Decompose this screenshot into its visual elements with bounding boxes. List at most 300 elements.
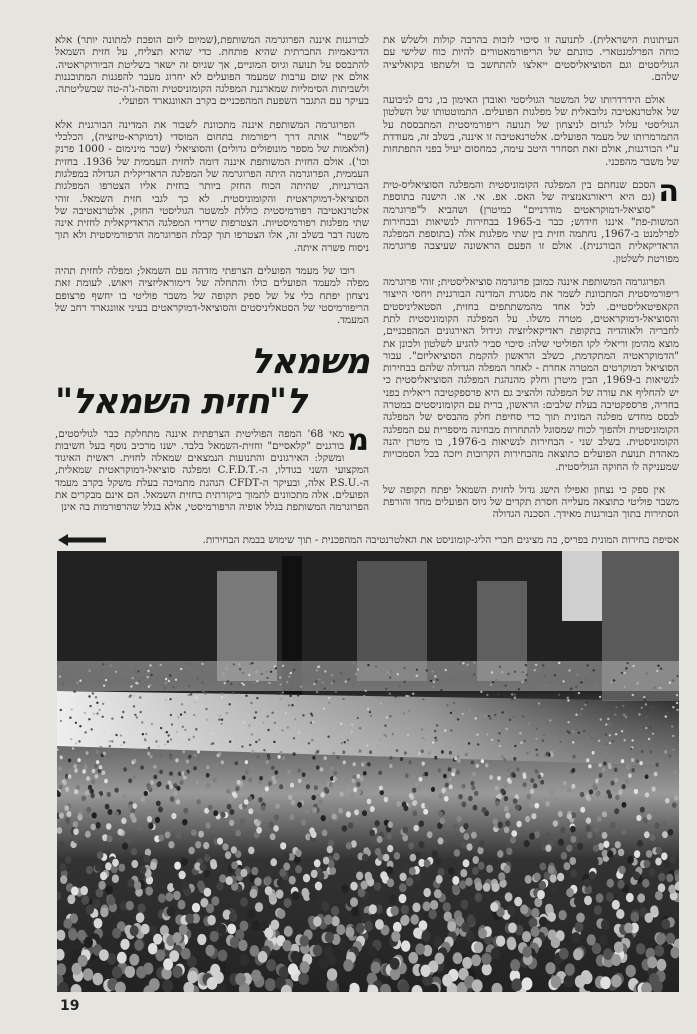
- crowd-texture: [377, 836, 383, 843]
- crowd-texture: [572, 730, 574, 732]
- crowd-texture: [183, 808, 188, 814]
- crowd-texture: [567, 730, 569, 732]
- crowd-texture: [505, 812, 510, 818]
- crowd-texture: [158, 834, 164, 841]
- crowd-texture: [346, 842, 352, 849]
- crowd-texture: [127, 879, 134, 888]
- crowd-texture: [672, 735, 674, 737]
- crowd-texture: [580, 807, 585, 813]
- crowd-texture: [540, 780, 544, 785]
- crowd-texture: [389, 676, 391, 678]
- crowd-texture: [499, 666, 501, 668]
- crowd-texture: [93, 973, 104, 986]
- crowd-texture: [271, 766, 275, 770]
- crowd-texture: [108, 809, 113, 815]
- crowd-texture: [229, 809, 234, 815]
- crowd-texture: [550, 751, 553, 755]
- crowd-texture: [168, 680, 170, 682]
- crowd-texture: [570, 869, 577, 877]
- crowd-texture: [579, 713, 581, 715]
- crowd-texture: [290, 783, 294, 788]
- crowd-texture: [279, 676, 281, 678]
- crowd-texture: [393, 922, 402, 933]
- crowd-texture: [489, 717, 491, 719]
- crowd-texture: [583, 730, 585, 732]
- crowd-texture: [255, 671, 257, 673]
- crowd-texture: [142, 733, 144, 735]
- crowd-texture: [448, 777, 452, 782]
- crowd-texture: [291, 800, 296, 806]
- crowd-texture: [529, 802, 534, 808]
- crowd-texture: [79, 679, 81, 681]
- crowd-texture: [255, 902, 263, 912]
- crowd-texture: [598, 763, 601, 767]
- crowd-texture: [645, 716, 647, 718]
- crowd-texture: [72, 747, 74, 749]
- crowd-texture: [294, 718, 296, 720]
- crowd-texture: [401, 940, 410, 951]
- crowd-texture: [311, 739, 313, 741]
- crowd-texture: [179, 871, 186, 880]
- crowd-texture: [453, 952, 463, 964]
- crowd-texture: [289, 814, 294, 820]
- crowd-texture: [575, 922, 584, 933]
- crowd-texture: [315, 680, 317, 682]
- crowd-texture: [529, 678, 531, 680]
- crowd-texture: [102, 771, 106, 775]
- crowd-texture: [107, 896, 115, 906]
- crowd-texture: [562, 776, 566, 781]
- crowd-texture: [522, 931, 531, 942]
- crowd-texture: [501, 711, 503, 713]
- crowd-texture: [211, 896, 219, 906]
- crowd-texture: [215, 763, 218, 767]
- crowd-texture: [103, 684, 105, 686]
- crowd-texture: [158, 806, 163, 812]
- crowd-texture: [265, 978, 276, 991]
- crowd-texture: [572, 741, 574, 743]
- crowd-texture: [513, 798, 518, 804]
- crowd-texture: [140, 711, 142, 713]
- crowd-texture: [495, 801, 500, 807]
- crowd-texture: [676, 694, 678, 696]
- crowd-texture: [361, 880, 368, 889]
- crowd-texture: [547, 912, 556, 922]
- crowd-texture: [583, 878, 590, 887]
- crowd-texture: [184, 729, 186, 731]
- paragraph: העיתונות הישראלית). לתנועה זו סיכוי לזכות בהרבה קולות ולשלש את כוחה הפרלמנטארי. כוונתם של הריפורמאטורים להיות כוח שלישי עם הגוליסטים וגם הסוציאליסטים ייאלצו להתחשב בו ולשתפו בקואליציה שלהם.: [383, 34, 679, 83]
- crowd-texture: [631, 739, 633, 741]
- crowd-texture: [85, 831, 91, 838]
- crowd-texture: [558, 910, 566, 920]
- crowd-texture: [102, 663, 104, 665]
- crowd-texture: [85, 790, 89, 795]
- crowd-texture: [665, 798, 670, 804]
- crowd-texture: [614, 768, 618, 772]
- crowd-texture: [641, 707, 643, 709]
- crowd-texture: [592, 784, 596, 789]
- crowd-texture: [462, 801, 467, 807]
- crowd-texture: [462, 713, 464, 715]
- crowd-texture: [128, 778, 132, 783]
- crowd-texture: [298, 972, 309, 985]
- crowd-texture: [647, 814, 652, 820]
- crowd-texture: [133, 759, 136, 763]
- crowd-texture: [645, 727, 647, 729]
- crowd-texture: [374, 820, 379, 826]
- crowd-texture: [599, 773, 603, 778]
- crowd-texture: [623, 672, 625, 674]
- crowd-texture: [404, 681, 406, 683]
- crowd-texture: [165, 678, 167, 680]
- crowd-texture: [630, 748, 632, 750]
- crowd-texture: [115, 734, 117, 736]
- crowd-texture: [403, 712, 405, 714]
- crowd-texture: [91, 728, 93, 730]
- crowd-texture: [100, 872, 107, 881]
- crowd-texture: [401, 915, 410, 925]
- crowd-texture: [596, 683, 598, 685]
- crowd-texture: [247, 909, 255, 919]
- crowd-texture: [164, 743, 166, 745]
- crowd-texture: [575, 713, 577, 715]
- crowd-texture: [523, 774, 527, 779]
- crowd-texture: [465, 753, 468, 757]
- crowd-texture: [157, 782, 161, 787]
- crowd-texture: [84, 712, 86, 714]
- crowd-texture: [120, 939, 129, 950]
- crowd-texture: [589, 871, 596, 880]
- crowd-texture: [535, 738, 537, 740]
- crowd-texture: [195, 780, 199, 785]
- crowd-texture: [375, 919, 384, 930]
- crowd-texture: [140, 796, 145, 802]
- crowd-texture: [606, 743, 608, 745]
- crowd-texture: [676, 702, 678, 704]
- crowd-texture: [144, 791, 148, 796]
- crowd-texture: [658, 873, 665, 882]
- crowd-texture: [407, 678, 409, 680]
- crowd-texture: [58, 841, 64, 848]
- crowd-texture: [598, 740, 600, 742]
- crowd-texture: [239, 954, 249, 966]
- crowd-texture: [94, 918, 103, 928]
- crowd-texture: [593, 669, 595, 671]
- crowd-texture: [340, 722, 342, 724]
- crowd-texture: [438, 837, 444, 844]
- crowd-texture: [240, 818, 245, 824]
- crowd-texture: [554, 674, 556, 676]
- crowd-texture: [626, 893, 634, 902]
- crowd-texture: [419, 820, 424, 826]
- crowd-texture: [264, 927, 273, 938]
- crowd-texture: [409, 793, 413, 798]
- crowd-texture: [147, 785, 151, 790]
- crowd-texture: [566, 888, 574, 897]
- crowd-texture: [333, 771, 337, 775]
- crowd-texture: [631, 768, 635, 772]
- crowd-texture: [59, 812, 64, 818]
- crowd-texture: [95, 863, 102, 871]
- crowd-texture: [578, 692, 580, 694]
- crowd-texture: [176, 786, 180, 791]
- crowd-texture: [438, 768, 442, 772]
- crowd-texture: [287, 769, 291, 773]
- crowd-texture: [599, 934, 608, 945]
- crowd-texture: [351, 907, 359, 917]
- crowd-texture: [332, 813, 337, 819]
- crowd-texture: [488, 715, 490, 717]
- crowd-texture: [603, 841, 609, 848]
- crowd-texture: [297, 706, 299, 708]
- crowd-texture: [126, 837, 132, 844]
- crowd-texture: [328, 702, 330, 704]
- crowd-texture: [531, 813, 536, 819]
- crowd-texture: [258, 739, 260, 741]
- crowd-texture: [459, 662, 461, 664]
- crowd-texture: [497, 693, 499, 695]
- crowd-texture: [73, 836, 79, 843]
- crowd-texture: [119, 672, 121, 674]
- crowd-texture: [457, 718, 459, 720]
- crowd-texture: [584, 679, 586, 681]
- crowd-texture: [329, 782, 333, 787]
- crowd-texture: [220, 812, 225, 818]
- crowd-texture: [185, 913, 194, 923]
- crowd-texture: [265, 670, 267, 672]
- crowd-texture: [461, 922, 470, 933]
- crowd-texture: [90, 793, 94, 798]
- crowd-texture: [316, 669, 318, 671]
- crowd-texture: [339, 940, 348, 951]
- crowd-texture: [248, 777, 252, 782]
- crowd-texture: [278, 755, 281, 759]
- crowd-texture: [320, 767, 324, 771]
- crowd-texture: [369, 904, 377, 914]
- crowd-texture: [495, 786, 499, 791]
- crowd-texture: [218, 950, 228, 962]
- crowd-texture: [427, 790, 431, 795]
- crowd-texture: [220, 662, 222, 664]
- crowd-texture: [462, 957, 472, 969]
- crowd-texture: [102, 703, 104, 705]
- crowd-texture: [656, 959, 666, 971]
- crowd-texture: [404, 751, 407, 755]
- crowd-texture: [265, 786, 269, 791]
- crowd-texture: [342, 698, 344, 700]
- crowd-texture: [322, 829, 328, 836]
- crowd-texture: [519, 732, 521, 734]
- crowd-texture: [670, 855, 677, 863]
- crowd-texture: [140, 866, 147, 874]
- crowd-texture: [345, 927, 354, 938]
- crowd-texture: [430, 900, 438, 910]
- crowd-texture: [167, 740, 169, 742]
- crowd-texture: [506, 728, 508, 730]
- crowd-texture: [662, 831, 668, 838]
- crowd-texture: [69, 716, 71, 718]
- crowd-texture: [180, 713, 182, 715]
- crowd-texture: [210, 861, 217, 869]
- crowd-texture: [592, 751, 595, 755]
- crowd-texture: [273, 779, 277, 784]
- crowd-texture: [367, 708, 369, 710]
- crowd-texture: [409, 867, 416, 875]
- crowd-texture: [538, 702, 540, 704]
- crowd-texture: [586, 701, 588, 703]
- crowd-texture: [545, 684, 547, 686]
- crowd-texture: [436, 875, 443, 884]
- crowd-texture: [424, 772, 428, 777]
- crowd-texture: [286, 681, 288, 683]
- crowd-texture: [551, 883, 559, 892]
- crowd-texture: [563, 781, 567, 786]
- crowd-texture: [174, 862, 181, 870]
- crowd-texture: [262, 792, 266, 797]
- crowd-texture: [191, 829, 197, 836]
- crowd-texture: [631, 912, 640, 922]
- crowd-texture: [248, 847, 254, 855]
- crowd-texture: [553, 705, 555, 707]
- crowd-texture: [118, 864, 125, 872]
- crowd-texture: [182, 750, 185, 754]
- crowd-texture: [150, 755, 153, 759]
- crowd-texture: [602, 832, 608, 839]
- crowd-texture: [313, 916, 322, 926]
- crowd-texture: [120, 734, 122, 736]
- crowd-texture: [520, 904, 528, 914]
- crowd-texture: [621, 828, 627, 835]
- crowd-texture: [218, 718, 220, 720]
- crowd-texture: [311, 831, 317, 838]
- crowd-texture: [153, 765, 157, 769]
- crowd-texture: [618, 789, 622, 794]
- crowd-texture: [625, 667, 627, 669]
- crowd-texture: [346, 811, 351, 817]
- crowd-texture: [612, 900, 620, 910]
- crowd-texture: [107, 792, 111, 797]
- crowd-texture: [232, 692, 234, 694]
- crowd-texture: [450, 712, 452, 714]
- crowd-texture: [567, 699, 569, 701]
- crowd-texture: [145, 849, 151, 857]
- crowd-texture: [112, 928, 121, 939]
- crowd-texture: [347, 787, 351, 792]
- crowd-texture: [206, 765, 210, 769]
- crowd-texture: [510, 836, 516, 843]
- crowd-texture: [603, 761, 606, 765]
- crowd-texture: [367, 799, 372, 805]
- crowd-texture: [74, 768, 78, 772]
- crowd-texture: [479, 840, 485, 847]
- crowd-texture: [665, 715, 667, 717]
- crowd-photo: [57, 551, 679, 992]
- crowd-texture: [633, 871, 640, 880]
- headline-line-2: ל"חזית השמאל": [55, 381, 307, 422]
- crowd-texture: [353, 762, 356, 766]
- crowd-texture: [474, 791, 478, 796]
- crowd-texture: [312, 756, 315, 760]
- crowd-texture: [483, 706, 485, 708]
- crowd-texture: [321, 815, 326, 821]
- crowd-texture: [530, 778, 534, 783]
- crowd-texture: [125, 965, 135, 977]
- crowd-texture: [270, 671, 272, 673]
- crowd-texture: [415, 782, 419, 787]
- crowd-texture: [204, 854, 211, 862]
- crowd-texture: [290, 672, 292, 674]
- crowd-texture: [269, 893, 277, 902]
- crowd-texture: [297, 694, 299, 696]
- photo-caption: אסיפת בחירות המונית בפריס, בה מציגים חברי הליג-קומוניסט את האלטרנטיבה המהפכנית - תוך שימוש בבמת הבחירות.: [202, 533, 679, 546]
- crowd-texture: [423, 901, 431, 911]
- crowd-texture: [293, 669, 295, 671]
- crowd-texture: [216, 882, 223, 891]
- crowd-texture: [182, 881, 189, 890]
- crowd-texture: [404, 715, 406, 717]
- crowd-texture: [548, 686, 550, 688]
- crowd-texture: [449, 784, 453, 789]
- crowd-texture: [347, 739, 349, 741]
- crowd-texture: [557, 873, 564, 882]
- crowd-texture: [312, 721, 314, 723]
- crowd-texture: [452, 884, 460, 893]
- crowd-texture: [395, 695, 397, 697]
- crowd-texture: [331, 906, 339, 916]
- crowd-texture: [656, 847, 662, 855]
- crowd-texture: [637, 840, 643, 847]
- crowd-texture: [375, 665, 377, 667]
- crowd-texture: [256, 827, 262, 834]
- crowd-texture: [477, 743, 479, 745]
- crowd-texture: [605, 733, 607, 735]
- crowd-texture: [241, 869, 248, 877]
- crowd-texture: [578, 731, 580, 733]
- crowd-texture: [344, 741, 346, 743]
- crowd-texture: [587, 934, 596, 945]
- crowd-texture: [219, 714, 221, 716]
- crowd-texture: [576, 913, 585, 923]
- crowd-texture: [295, 849, 301, 857]
- crowd-texture: [351, 731, 353, 733]
- crowd-texture: [134, 881, 141, 890]
- crowd-texture: [369, 711, 371, 713]
- crowd-texture: [274, 814, 279, 820]
- crowd-texture: [535, 769, 539, 773]
- crowd-texture: [507, 778, 511, 783]
- crowd-texture: [619, 866, 626, 874]
- crowd-texture: [171, 723, 173, 725]
- crowd-texture: [624, 923, 633, 934]
- crowd-texture: [176, 799, 181, 805]
- crowd-texture: [353, 787, 357, 792]
- crowd-texture: [250, 702, 252, 704]
- crowd-texture: [549, 719, 551, 721]
- crowd-texture: [169, 698, 171, 700]
- crowd-texture: [534, 669, 536, 671]
- crowd-texture: [529, 833, 535, 840]
- crowd-texture: [278, 693, 280, 695]
- paragraph-text: הסכם שנחתם בין המפלגה הקומוניסטית והמפלגה הסוציאליס-טית (גם היא ריאורגאנזציה של האס. אפ. אי. או. הישנה בתוספת "סוציאל-דמוקראטים מודרניים" כמיטרן) ושהביא ל"פרוגרמה המשות-פת" איננו חידוש; כבר ב-1965 בבחירות לנשיאות ובבחירות לפרלמנט ב-1967, נחתמה חזית בין שתי מפלגות אלה (בתוספת המפלגה הראדיקאלית הבורגנית). אולם זו הפעם הראשונה שעיצבה פרוגרמה מפורטת לשלטון.: [383, 178, 679, 265]
- paragraph: הפרוגרמה המשותפת איננה כמובן פרוגרמה סוציאליסטית; זוהי פרוגרמה ריפורמיסטית המתכוונת לשמר את מסגרת המדינה הבורגנית ויחסי הייצור הקאפיטאליסטיים. לכל אחד מהמשתתפים בחזית, הסטאליניסטים והסוציאל-דמוקראטים, מטרה משלו. על המפלגה הקומוניסטית לתת לחבריה ולאוהדיה בתקופת ראדיקאליזציה וגידול האירגונים המהפכניים, מוצא מהימן וריאלי לקו הפוליטי שלה: סיכוי סביר להגיע לשלטון ולכונן את "הדמוקראטיה המתקדמת, כשלב הראשון להקמת הסוציאליזם". עבור הסוציאל דמוקרטים המטרה אחרת - לאחר המפלה הגדולה שלהם בבחירות לנשיאות ב-1969, הבין מיטרן וחלק מהנהגת המפלגה הסוציאליסטית כי יש להחליף את עורה של המפלגה ולהציב גם היא פרספקטיבה ריאלית בפני בחריה, פרספקטיבה בעלת שלבים: הראשון, ברית עם הקומוניסטים במטרה לבסס מחדש מפלגה המונית תוך כדי סחיפת חלק מהבסיס של המפלגה הקומוניסטית ולהפוך לכוח שמסוגל להתחרות מבחינה מיספרית עם המפלגה הקומוניסטית. בשלב שני - הבחירות לנשיאות ב-1976, בו מיטרן יהנה מאהדת תנועת הפועלים כתוצאה מהבחירות הקרובות ויזכה בכל הסמכויות שמעניקה לו החוקה הגוליסטית.: [383, 276, 679, 473]
- crowd-texture: [317, 872, 324, 881]
- crowd-texture: [491, 739, 493, 741]
- crowd-texture: [586, 817, 591, 823]
- crowd-texture: [315, 881, 322, 890]
- crowd-texture: [656, 933, 665, 944]
- crowd-texture: [418, 841, 424, 848]
- crowd-texture: [173, 891, 181, 900]
